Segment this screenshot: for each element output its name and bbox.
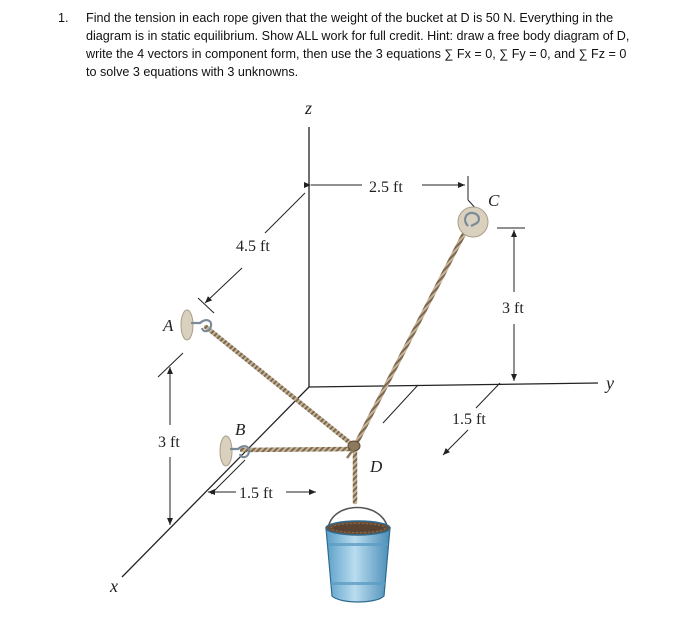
dim-height-c-label: 3 ft [502, 300, 524, 317]
dimension-offset-b [208, 460, 316, 502]
dim-offset-b-label: 1.5 ft [239, 485, 273, 502]
dim-depth-a-label: 4.5 ft [236, 238, 270, 255]
dim-d-projection [383, 385, 418, 423]
wall-plate-B [220, 436, 232, 466]
problem-number: 1. [58, 11, 69, 25]
bucket-body [326, 528, 390, 602]
problem-line-3: write the 4 vectors in component form, then use the 3 equations ∑ Fx = 0, ∑ Fy = 0, and ∑ Fz = 0 [86, 47, 627, 61]
problem-line-1: Find the tension in each rope given that the weight of the bucket at D is 50 N. Everything in the [86, 11, 614, 25]
dim-depth-tick [198, 298, 214, 313]
problem-line-2: diagram is in static equilibrium. Show ALL work for full credit. Hint: draw a free body diagram of D, [86, 29, 630, 43]
y-axis [309, 383, 598, 387]
ropes [206, 222, 470, 502]
z-axis-label: z [305, 98, 313, 118]
dim-depth-lower-arrow [205, 268, 242, 303]
point-label-D: D [370, 457, 383, 476]
dimension-offset-d [383, 383, 500, 455]
point-label-B: B [235, 420, 246, 439]
dim-height-a-label: 3 ft [158, 434, 180, 451]
problem-line-4: to solve 3 equations with 3 unknowns. [86, 65, 299, 79]
bucket [326, 508, 390, 603]
dim-d-lower-arrow [443, 430, 468, 455]
dim-offset-d-label: 1.5 ft [452, 411, 486, 428]
dimension-depth-a [198, 193, 305, 313]
point-label-C: C [488, 191, 500, 210]
wall-plate-A [181, 310, 193, 340]
bucket-contents [331, 524, 385, 533]
dim-top-width-label: 2.5 ft [369, 179, 403, 196]
hook-A [191, 320, 211, 331]
dim-d-upper-line [476, 383, 500, 408]
dim-depth-upper-line [265, 193, 305, 233]
rope-BD [242, 449, 352, 450]
bucket-band-bottom [331, 582, 385, 585]
support-C [458, 207, 488, 237]
x-axis-label: x [110, 576, 118, 596]
wall-plate-C [458, 207, 488, 237]
dimension-height-a [158, 353, 183, 525]
y-axis-label: y [606, 373, 614, 393]
dimension-height-c [497, 228, 525, 381]
dimension-top-width [311, 176, 479, 212]
x-axis [122, 387, 309, 577]
point-label-A: A [163, 316, 174, 335]
bucket-band-top [328, 543, 388, 546]
